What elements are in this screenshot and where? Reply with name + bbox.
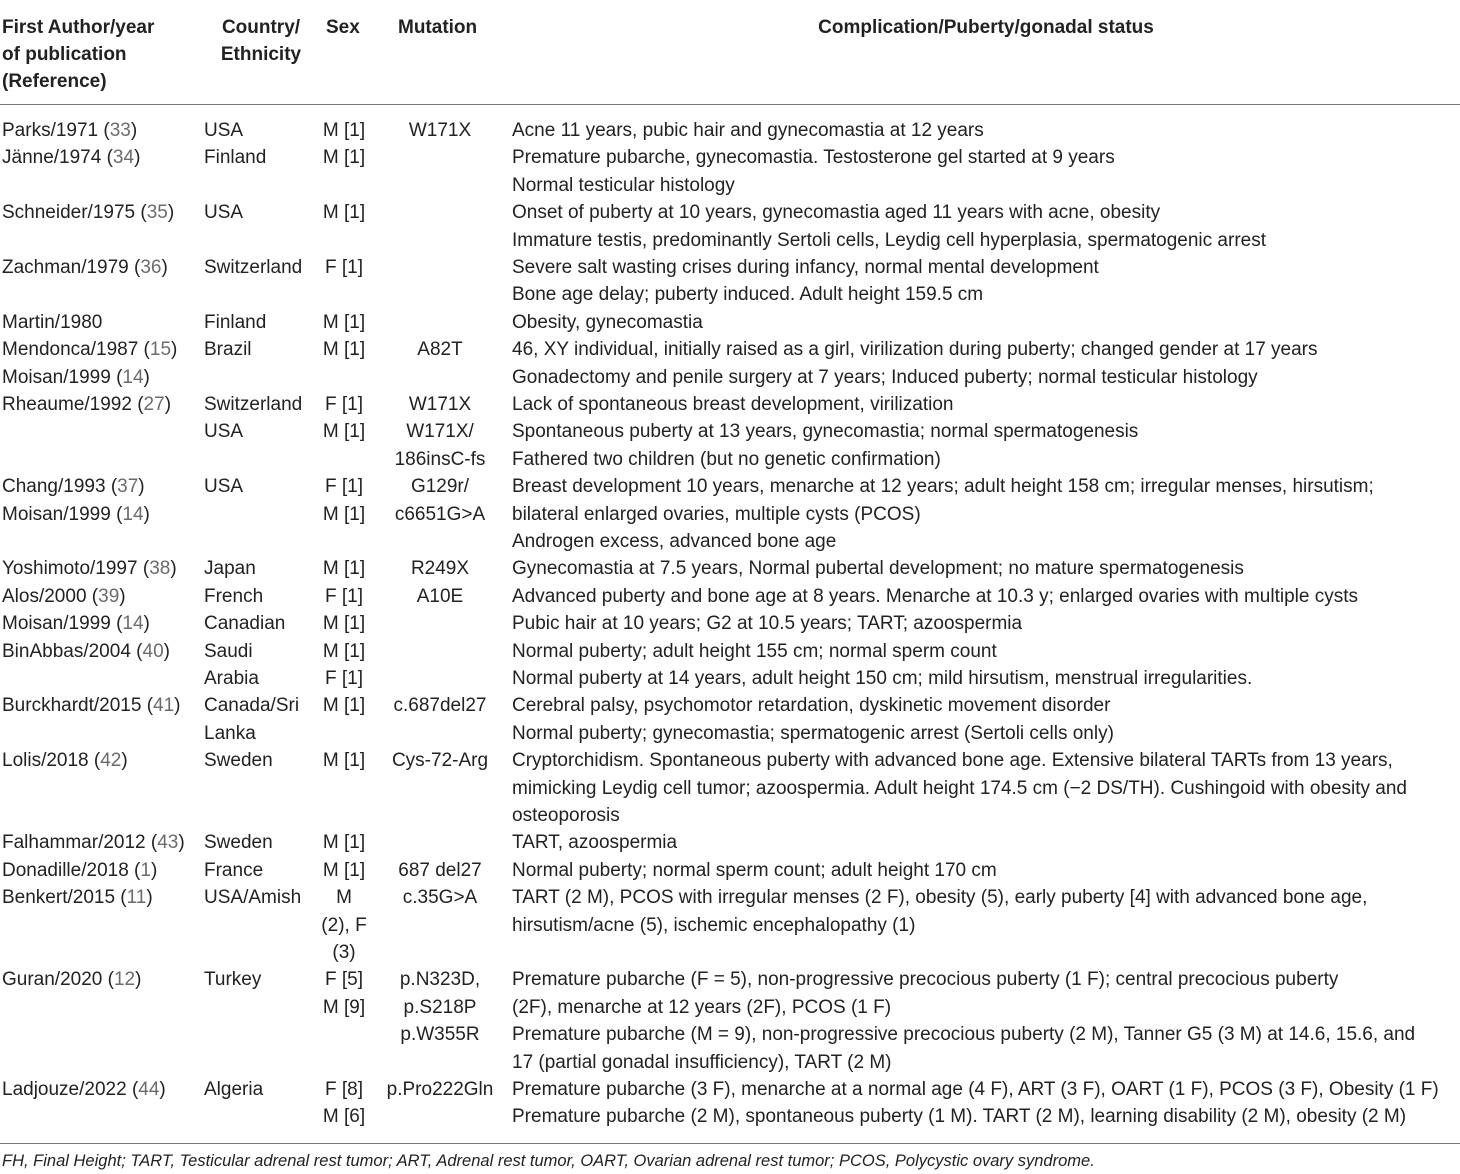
- author-cell: [2, 555, 177, 582]
- complication-cell: Fathered two children (but no genetic confirmation): [512, 448, 941, 470]
- author-name: Yoshimoto/1997 (: [2, 558, 150, 580]
- reference-number: 39: [98, 585, 120, 607]
- mutation-cell: W171X: [408, 394, 472, 415]
- sex-cell: M [1]: [322, 503, 366, 525]
- country-cell: Sweden: [204, 750, 273, 772]
- country-cell: Saudi: [204, 640, 253, 662]
- complication-cell: Normal puberty; gynecomastia; spermatogenic arrest (Sertoli cells only): [512, 722, 1114, 744]
- complication-cell: Breast development 10 years, menarche at 12 years; adult height 158 cm; irregular menses, hirsutism;: [512, 476, 1374, 498]
- reference-close: ): [167, 202, 175, 224]
- country-cell: Japan: [204, 558, 256, 580]
- author-cell: [2, 199, 174, 226]
- sex-cell: F [1]: [324, 476, 363, 498]
- sex-cell: M [1]: [322, 311, 366, 333]
- country-cell: Finland: [204, 311, 267, 333]
- sex-cell: M [1]: [322, 695, 366, 717]
- reference-number: 42: [100, 750, 122, 772]
- sex-cell: M [1]: [322, 202, 366, 224]
- author-name: Mendonca/1987 (: [2, 339, 150, 361]
- header-mutation-line-1: Mutation: [398, 17, 478, 38]
- mutation-cell: A10E: [416, 585, 464, 607]
- complication-cell: Normal puberty; normal sperm count; adult height 170 cm: [512, 859, 997, 881]
- complication-cell: Normal testicular histology: [512, 174, 735, 196]
- author-name: Rheaume/1992 (: [2, 394, 144, 415]
- author-name: Lolis/2018 (: [2, 750, 101, 772]
- header-sex: [326, 14, 366, 41]
- author-cell: [2, 309, 102, 336]
- author-name: Moisan/1999 (: [2, 613, 123, 635]
- complication-cell: Onset of puberty at 10 years, gynecomastia aged 11 years with acne, obesity: [512, 202, 1161, 224]
- reference-close: ): [135, 969, 142, 991]
- reference-close: ): [178, 832, 185, 854]
- mutation-cell: p.S218P: [403, 996, 477, 1018]
- mutation-cell: A82T: [417, 339, 463, 361]
- author-cell: [2, 583, 126, 610]
- sex-cell: M [1]: [322, 421, 366, 443]
- author-cell: [2, 747, 128, 774]
- reference-number: 41: [153, 695, 175, 717]
- reference-number: 12: [113, 969, 136, 991]
- reference-close: ): [134, 147, 141, 169]
- sex-cell: M [1]: [322, 832, 366, 854]
- sex-cell: M [1]: [322, 859, 366, 881]
- complication-cell: Premature pubarche (3 F), menarche at a normal age (4 F), ART (3 F), OART (1 F), PCOS (3 F), Obesity (1 F): [512, 1079, 1439, 1100]
- reference-number: 14: [122, 613, 144, 635]
- reference-number: 1: [140, 859, 151, 881]
- complication-cell: Cerebral palsy, psychomotor retardation, dyskinetic movement disorder: [512, 695, 1111, 717]
- mutation-cell: 687 del27: [398, 859, 482, 881]
- reference-close: ): [146, 887, 153, 909]
- table-footnote: FH, Final Height; TART, Testicular adrenal rest tumor; ART, Adrenal rest tumor, OART, Ovarian adrenal rest tumor; PCOS, Polycystic ovary syndrome.: [2, 1152, 1095, 1170]
- mutation-cell: W171X: [408, 120, 472, 141]
- sex-cell: M [6]: [322, 1106, 366, 1128]
- country-cell: Switzerland: [204, 257, 303, 278]
- header-country-line-2: Ethnicity: [220, 44, 302, 65]
- complication-cell: TART (2 M), PCOS with irregular menses (2 F), obesity (5), early puberty [4] with advanced bone age,: [512, 887, 1368, 909]
- author-cell: [2, 473, 145, 500]
- author-cell: [2, 1076, 166, 1103]
- sex-cell: F [8]: [324, 1079, 363, 1100]
- complication-cell: Bone age delay; puberty induced. Adult height 159.5 cm: [512, 284, 984, 306]
- complication-cell: bilateral enlarged ovaries, multiple cysts (PCOS): [512, 503, 921, 525]
- author-cell: [2, 364, 150, 391]
- reference-number: 14: [122, 503, 144, 525]
- sex-cell: M [9]: [322, 996, 366, 1018]
- complication-cell: 46, XY individual, initially raised as a girl, virilization during puberty; changed gender at 17 years: [512, 339, 1318, 361]
- reference-number: 35: [146, 202, 168, 224]
- reference-number: 43: [157, 832, 179, 854]
- sex-cell: F [1]: [324, 257, 363, 278]
- author-cell: [2, 254, 168, 281]
- reference-number: 36: [140, 257, 162, 278]
- author-name: Moisan/1999 (: [2, 503, 123, 525]
- author-name: Parks/1971 (: [2, 120, 110, 141]
- sex-cell: M [1]: [322, 339, 366, 361]
- complication-cell: Premature pubarche, gynecomastia. Testosterone gel started at 9 years: [512, 147, 1115, 169]
- country-cell: Lanka: [204, 722, 256, 744]
- sex-cell: (3): [332, 942, 356, 963]
- author-cell: [2, 610, 150, 637]
- complication-cell: 17 (partial gonadal insufficiency), TART (2 M): [512, 1051, 892, 1073]
- mutation-cell: c.35G>A: [402, 887, 478, 909]
- author-name: Zachman/1979 (: [2, 257, 141, 278]
- complication-cell: hirsutism/acne (5), ischemic encephalopathy (1): [512, 914, 916, 936]
- sex-cell: M [1]: [322, 120, 366, 141]
- mutation-cell: 186insC-fs: [394, 448, 486, 470]
- author-name: Burckhardt/2015 (: [2, 695, 154, 717]
- reference-number: 37: [117, 476, 139, 498]
- author-name: Falhammar/2012 (: [2, 832, 158, 854]
- complication-cell: Advanced puberty and bone age at 8 years. Menarche at 10.3 y; enlarged ovaries with multiple cysts: [512, 585, 1358, 607]
- reference-number: 40: [142, 640, 164, 662]
- country-cell: Canadian: [204, 613, 286, 635]
- complication-cell: Gonadectomy and penile surgery at 7 years; Induced puberty; normal testicular histology: [512, 366, 1258, 388]
- sex-cell: M [1]: [322, 750, 366, 772]
- author-name: BinAbbas/2004 (: [2, 640, 143, 662]
- reference-close: ): [150, 859, 158, 881]
- reference-number: 34: [112, 147, 135, 169]
- complication-cell: (2F), menarche at 12 years (2F), PCOS (1 F): [512, 996, 892, 1018]
- complication-cell: Premature pubarche (F = 5), non-progressive precocious puberty (1 F); central precocious puberty: [512, 969, 1339, 991]
- header-mutation: [398, 14, 498, 41]
- country-cell: France: [204, 859, 264, 881]
- country-cell: Sweden: [204, 832, 273, 854]
- reference-close: ): [164, 394, 172, 415]
- mutation-cell: G129r/: [410, 476, 470, 498]
- complication-cell: Cryptorchidism. Spontaneous puberty with advanced bone age. Extensive bilateral TARTs from 13 years,: [512, 750, 1393, 772]
- country-cell: USA: [204, 476, 244, 498]
- reference-close: ): [119, 585, 126, 607]
- reference-close: ): [161, 257, 168, 278]
- complication-cell: Normal puberty at 14 years, adult height 150 cm; mild hirsutism, menstrual irregularities.: [512, 668, 1253, 689]
- sex-cell: F [1]: [324, 668, 363, 689]
- author-name: Jänne/1974 (: [2, 147, 113, 169]
- reference-number: 15: [149, 339, 172, 361]
- reference-close: ): [121, 750, 128, 772]
- header-complication: [512, 14, 1460, 41]
- complication-cell: Premature pubarche (2 M), spontaneous puberty (1 M). TART (2 M), learning disability (2 M), obesity (2 M): [512, 1106, 1407, 1128]
- author-name: Guran/2020 (: [2, 969, 114, 991]
- mutation-cell: c.687del27: [393, 695, 487, 717]
- complication-cell: Obesity, gynecomastia: [512, 311, 703, 333]
- sex-cell: F [1]: [324, 585, 363, 607]
- reference-close: ): [130, 120, 138, 141]
- country-cell: Arabia: [204, 668, 259, 689]
- mutation-cell: W171X/: [406, 421, 474, 443]
- reference-number: 44: [138, 1079, 160, 1100]
- complication-cell: osteoporosis: [512, 805, 620, 826]
- sex-cell: M: [336, 887, 352, 909]
- complication-cell: Severe salt wasting crises during infancy, normal mental development: [512, 257, 1099, 278]
- complication-cell: Immature testis, predominantly Sertoli cells, Leydig cell hyperplasia, spermatogenic arrest: [512, 229, 1266, 251]
- mutation-cell: p.N323D,: [399, 969, 481, 991]
- author-name: Moisan/1999 (: [2, 366, 123, 388]
- reference-close: ): [143, 366, 150, 388]
- author-cell: [2, 829, 185, 856]
- country-cell: Turkey: [204, 969, 262, 991]
- complication-cell: Gynecomastia at 7.5 years, Normal pubertal development; no mature spermatogenesis: [512, 558, 1244, 580]
- complication-cell: TART, azoospermia: [512, 832, 678, 854]
- sex-cell: (2), F: [321, 914, 367, 936]
- country-cell: Brazil: [204, 339, 252, 361]
- country-cell: Canada/Sri: [204, 695, 300, 717]
- reference-close: ): [143, 613, 150, 635]
- complication-cell: Pubic hair at 10 years; G2 at 10.5 years; TART; azoospermia: [512, 613, 1023, 635]
- reference-number: 27: [143, 394, 165, 415]
- header-author-line-2: of publication: [2, 44, 127, 65]
- author-name: Ladjouze/2022 (: [2, 1079, 139, 1100]
- footer-rule: [0, 1143, 1460, 1144]
- author-name: Alos/2000 (: [2, 585, 99, 607]
- complication-cell: Acne 11 years, pubic hair and gynecomastia at 12 years: [512, 120, 984, 141]
- reference-number: 38: [149, 558, 171, 580]
- mutation-cell: p.Pro222Gln: [386, 1079, 494, 1100]
- author-cell: [2, 638, 170, 665]
- reference-close: ): [170, 558, 177, 580]
- complication-cell: Spontaneous puberty at 13 years, gynecomastia; normal spermatogenesis: [512, 421, 1139, 443]
- reference-close: ): [159, 1079, 166, 1100]
- complication-cell: Androgen excess, advanced bone age: [512, 531, 837, 552]
- author-cell: [2, 692, 181, 719]
- author-cell: [2, 857, 157, 884]
- country-cell: Algeria: [204, 1079, 264, 1100]
- author-cell: [2, 966, 141, 993]
- header-author-line-3: (Reference): [2, 71, 107, 92]
- complication-cell: Premature pubarche (M = 9), non-progressive precocious puberty (2 M), Tanner G5 (3 M) at 14.6, 15.6, and: [512, 1024, 1416, 1046]
- country-cell: French: [204, 585, 264, 607]
- complication-cell: Lack of spontaneous breast development, virilization: [512, 394, 954, 415]
- complication-cell: Normal puberty; adult height 155 cm; normal sperm count: [512, 640, 997, 662]
- reference-close: ): [138, 476, 145, 498]
- sex-cell: F [5]: [324, 969, 363, 991]
- reference-close: ): [174, 695, 181, 717]
- author-cell: [2, 117, 137, 144]
- complication-cell: mimicking Leydig cell tumor; azoospermia. Adult height 174.5 cm (−2 DS/TH). Cushingoid with obesity and: [512, 777, 1408, 799]
- country-cell: USA: [204, 120, 244, 141]
- reference-close: ): [171, 339, 178, 361]
- header-author: [2, 14, 192, 95]
- mutation-cell: R249X: [410, 558, 470, 580]
- author-name: Chang/1993 (: [2, 476, 118, 498]
- mutation-cell: p.W355R: [400, 1024, 480, 1046]
- sex-cell: F [1]: [324, 394, 363, 415]
- header-rule: [0, 104, 1460, 105]
- reference-close: ): [163, 640, 170, 662]
- author-cell: [2, 391, 171, 418]
- author-cell: [2, 501, 150, 528]
- sex-cell: M [1]: [322, 640, 366, 662]
- header-complication-line-1: Complication/Puberty/gonadal status: [818, 17, 1154, 38]
- mutation-cell: Cys-72-Arg: [391, 750, 489, 772]
- author-cell: [2, 884, 153, 911]
- header-country: [211, 14, 311, 68]
- country-cell: USA: [204, 421, 244, 443]
- author-cell: [2, 336, 177, 363]
- sex-cell: M [1]: [322, 147, 366, 169]
- mutation-cell: c6651G>A: [394, 503, 486, 525]
- author-name: Martin/1980: [2, 311, 103, 333]
- author-name: Benkert/2015 (: [2, 887, 127, 909]
- reference-number: 33: [109, 120, 131, 141]
- author-name: Schneider/1975 (: [2, 202, 147, 224]
- country-cell: Switzerland: [204, 394, 303, 415]
- reference-close: ): [143, 503, 150, 525]
- country-cell: USA: [204, 202, 244, 224]
- country-cell: Finland: [204, 147, 267, 169]
- author-name: Donadille/2018 (: [2, 859, 141, 881]
- sex-cell: M [1]: [322, 613, 366, 635]
- header-country-line-1: Country/: [221, 17, 301, 38]
- header-sex-line-1: Sex: [326, 17, 360, 38]
- header-author-line-1: First Author/year: [2, 17, 155, 38]
- author-cell: [2, 144, 140, 171]
- table-header: [0, 0, 1460, 104]
- country-cell: USA/Amish: [204, 887, 302, 909]
- reference-number: 11: [126, 887, 147, 909]
- sex-cell: M [1]: [322, 558, 366, 580]
- reference-number: 14: [122, 366, 144, 388]
